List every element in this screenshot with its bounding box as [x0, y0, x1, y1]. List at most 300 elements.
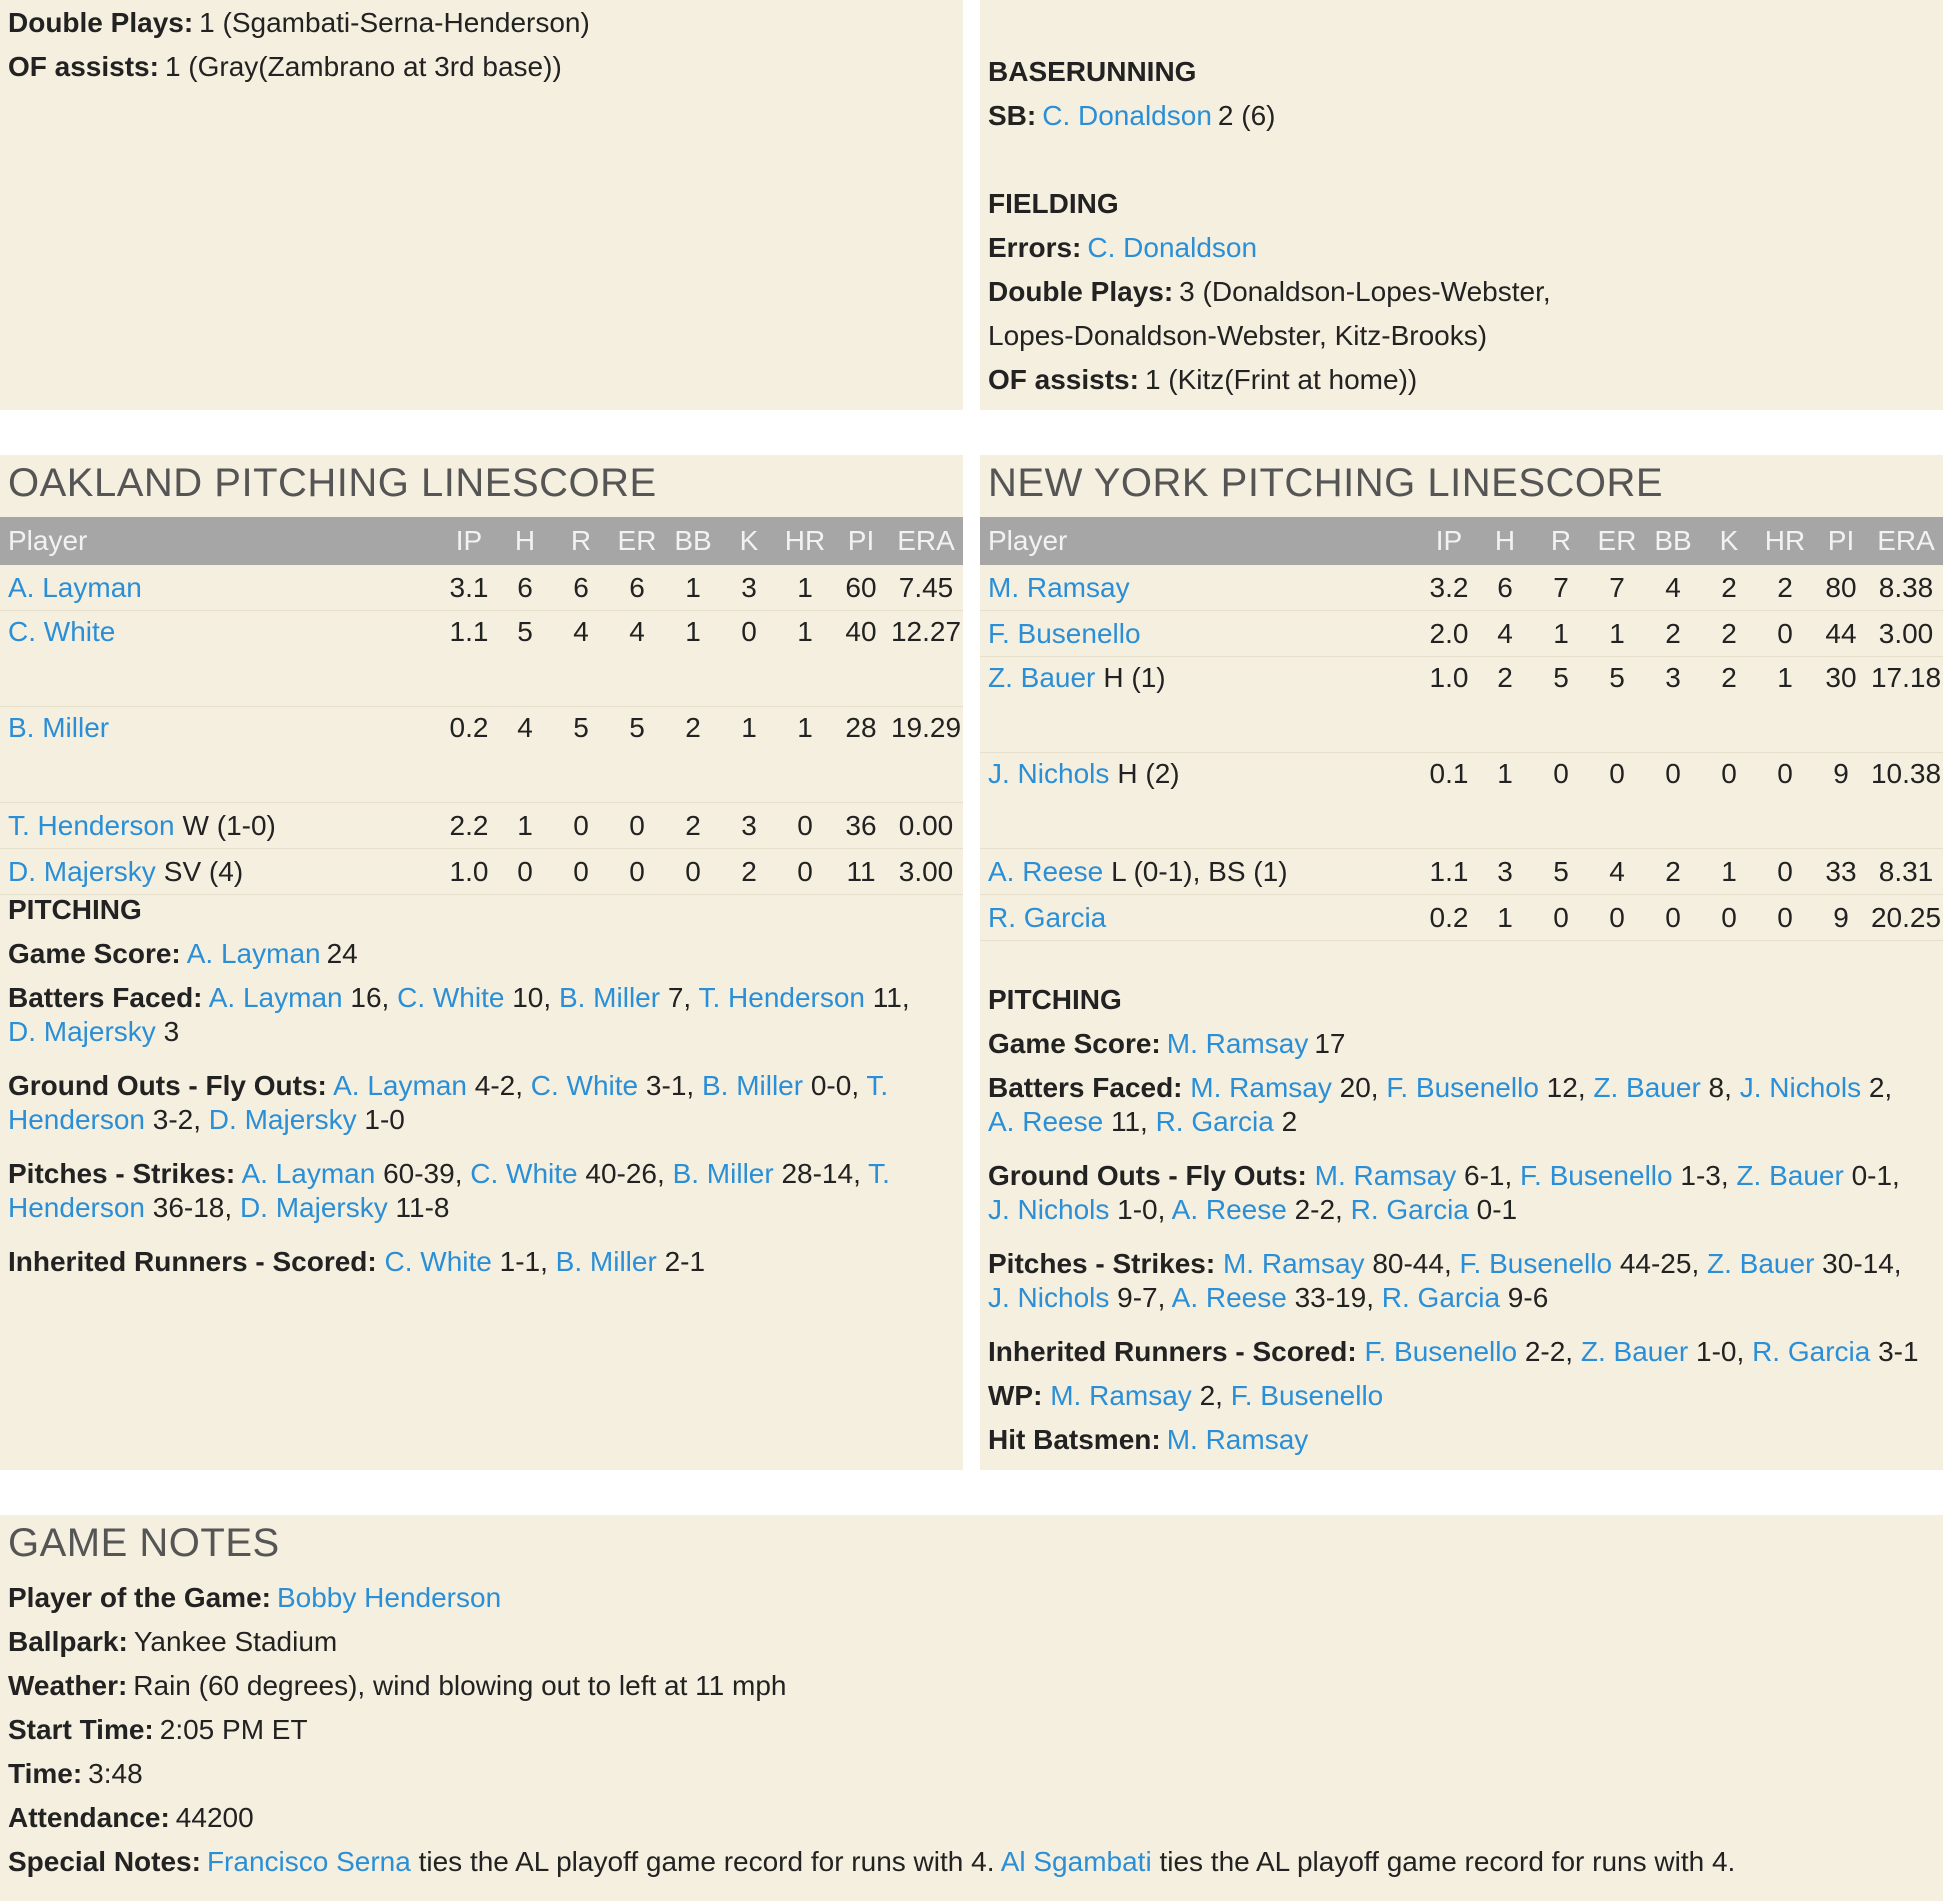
player-cell — [980, 657, 1421, 753]
player-link[interactable]: Z. Bauer — [1580, 1336, 1689, 1367]
baserunning-heading: BASERUNNING — [988, 56, 1197, 87]
stat-cell-h: 2 — [1477, 657, 1533, 753]
player-link[interactable]: J. Nichols — [1739, 1072, 1862, 1103]
player-link[interactable]: B. Miller — [672, 1158, 774, 1189]
stat-cell-h: 6 — [497, 565, 553, 611]
stat-cell-pi: 40 — [833, 611, 889, 707]
game-score-value: 24 — [326, 938, 358, 969]
game-notes-panel — [0, 1515, 1943, 1901]
game-time-value: 3:48 — [88, 1758, 143, 1789]
column-header-hr[interactable]: HR — [1757, 517, 1813, 565]
player-link[interactable]: Z. Bauer — [988, 662, 1096, 693]
wp-label: WP: — [988, 1380, 1043, 1411]
stat-text: 3-1 — [1870, 1336, 1919, 1367]
stat-cell-k: 2 — [721, 849, 777, 895]
stat-cell-era: 8.38 — [1869, 565, 1943, 611]
stat-cell-ip: 0.2 — [441, 707, 497, 803]
player-link[interactable]: A. Reese — [988, 1106, 1104, 1137]
player-link[interactable]: C. White — [384, 1246, 492, 1277]
sb-value: 2 (6) — [1217, 100, 1276, 131]
stat-text: 40-26, — [577, 1158, 673, 1189]
stat-cell-hr: 0 — [1757, 849, 1813, 895]
stat-cell-k: 2 — [1701, 565, 1757, 611]
stat-text: 20, — [1331, 1072, 1387, 1103]
player-link[interactable]: D. Majersky — [208, 1104, 357, 1135]
oakland-pitches-strikes — [8, 1157, 955, 1225]
player-link[interactable]: T. Henderson — [698, 982, 866, 1013]
stat-cell-er: 4 — [609, 611, 665, 707]
player-link[interactable]: B. Miller — [558, 982, 661, 1013]
stat-cell-r: 0 — [1533, 895, 1589, 941]
stat-cell-pi: 30 — [1813, 657, 1869, 753]
stat-text: 11, — [1103, 1106, 1156, 1137]
player-cell — [0, 707, 441, 803]
stat-cell-ip: 1.1 — [1421, 849, 1477, 895]
stat-text: 8, — [1700, 1072, 1740, 1103]
player-link[interactable]: F. Busenello — [1386, 1072, 1539, 1103]
player-link[interactable]: D. Majersky — [8, 855, 156, 887]
player-link[interactable]: M. Ramsay — [1190, 1072, 1332, 1103]
stat-cell-pi: 60 — [833, 565, 889, 611]
player-link[interactable]: M. Ramsay — [1314, 1160, 1457, 1191]
stat-cell-bb: 2 — [1645, 849, 1701, 895]
oakland-pitching-panel — [0, 455, 963, 1470]
stat-text: 1-1, — [491, 1246, 556, 1277]
column-header-pi[interactable]: PI — [833, 517, 889, 565]
player-cell — [0, 849, 441, 895]
stat-text: 44-25, — [1612, 1248, 1708, 1279]
sb-player-link[interactable]: C. Donaldson — [1042, 100, 1212, 131]
column-header-er[interactable]: ER — [609, 517, 665, 565]
table-row — [980, 565, 1943, 611]
stat-cell-era: 8.31 — [1869, 849, 1943, 895]
stat-cell-bb: 1 — [665, 565, 721, 611]
stat-cell-k: 0 — [721, 611, 777, 707]
stat-text: 1-3, — [1672, 1160, 1737, 1191]
stat-cell-k: 1 — [1701, 849, 1757, 895]
stat-cell-er: 0 — [609, 849, 665, 895]
stat-text: 0-0, — [803, 1070, 867, 1101]
of-assists-value-ny: 1 (Kitz(Frint at home)) — [1144, 364, 1418, 395]
attendance-value: 44200 — [175, 1802, 254, 1833]
column-header-ip[interactable]: IP — [1421, 517, 1477, 565]
game-score-player-link[interactable]: M. Ramsay — [1166, 1028, 1309, 1059]
stat-text: 11, — [865, 982, 910, 1013]
stat-cell-era: 10.38 — [1869, 753, 1943, 849]
stat-text: 1-0 — [356, 1104, 405, 1135]
stat-text: 2 — [1273, 1106, 1298, 1137]
player-link[interactable]: F. Busenello — [1230, 1380, 1384, 1411]
stat-cell-era: 7.45 — [889, 565, 963, 611]
ballpark-value: Yankee Stadium — [133, 1626, 338, 1657]
of-assists-label-ny: OF assists: — [988, 364, 1139, 395]
stat-cell-r: 0 — [553, 849, 609, 895]
player-link[interactable]: C. White — [530, 1070, 639, 1101]
game-time-label: Time: — [8, 1758, 83, 1789]
stat-cell-h: 0 — [497, 849, 553, 895]
stat-cell-era: 3.00 — [1869, 611, 1943, 657]
player-cell — [980, 849, 1421, 895]
hbp-label: Hit Batsmen: — [988, 1424, 1161, 1455]
stat-cell-er: 6 — [609, 565, 665, 611]
stat-cell-ip: 1.0 — [441, 849, 497, 895]
hbp-player-link[interactable]: M. Ramsay — [1166, 1424, 1309, 1455]
stat-cell-k: 0 — [1701, 895, 1757, 941]
column-header-era[interactable]: ERA — [889, 517, 963, 565]
stat-cell-hr: 1 — [1757, 657, 1813, 753]
stat-text: 12, — [1538, 1072, 1594, 1103]
player-link[interactable]: F. Busenello — [988, 617, 1141, 649]
stat-cell-h: 4 — [497, 707, 553, 803]
stat-cell-era: 19.29 — [889, 707, 963, 803]
stat-text: 2-1 — [656, 1246, 706, 1277]
player-link[interactable]: M. Ramsay — [988, 571, 1130, 603]
oakland-linescore-table — [0, 517, 963, 895]
stat-cell-pi: 80 — [1813, 565, 1869, 611]
column-header-h[interactable]: H — [1477, 517, 1533, 565]
stat-text: 10, — [504, 982, 559, 1013]
of-assists-line-ny — [988, 363, 1935, 397]
potg-player-link[interactable]: Bobby Henderson — [276, 1582, 502, 1613]
newyork-pitching-title: NEW YORK PITCHING LINESCORE — [988, 461, 1664, 505]
stat-cell-hr: 2 — [1757, 565, 1813, 611]
stat-cell-bb: 3 — [1645, 657, 1701, 753]
table-row — [0, 849, 963, 895]
newyork-hit-batsmen — [988, 1423, 1935, 1457]
top-right-panel — [980, 0, 1943, 410]
stat-cell-pi: 28 — [833, 707, 889, 803]
stat-cell-pi: 33 — [1813, 849, 1869, 895]
column-header-r[interactable]: R — [553, 517, 609, 565]
newyork-wp — [988, 1379, 1935, 1413]
special-notes-label: Special Notes: — [8, 1846, 201, 1877]
player-link[interactable]: C. White — [8, 616, 116, 647]
player-link[interactable]: A. Reese — [988, 855, 1104, 887]
stat-cell-hr: 0 — [1757, 611, 1813, 657]
stat-cell-bb: 2 — [665, 707, 721, 803]
player-link[interactable]: F. Busenello — [1459, 1248, 1613, 1279]
newyork-go-fo — [988, 1159, 1935, 1227]
stat-cell-pi: 44 — [1813, 611, 1869, 657]
special-player-link-2[interactable]: Al Sgambati — [1000, 1846, 1152, 1877]
player-link[interactable]: M. Ramsay — [1222, 1248, 1365, 1279]
stat-cell-h: 1 — [1477, 753, 1533, 849]
double-plays-line — [8, 6, 955, 40]
column-header-bb[interactable]: BB — [665, 517, 721, 565]
stat-text: 2-2, — [1517, 1336, 1581, 1367]
game-score-player-link[interactable]: A. Layman — [186, 938, 321, 969]
player-link[interactable]: T. — [866, 1070, 889, 1101]
game-score-value: 17 — [1314, 1028, 1346, 1059]
stat-cell-er: 0 — [1589, 753, 1645, 849]
stat-cell-k: 0 — [1701, 753, 1757, 849]
player-link[interactable]: B. Miller — [8, 712, 110, 743]
pitches-label: Pitches - Strikes: — [8, 1158, 236, 1189]
player-cell — [980, 753, 1421, 849]
player-link[interactable]: A. Layman — [333, 1070, 467, 1101]
stat-cell-hr: 1 — [777, 565, 833, 611]
stat-cell-pi: 11 — [833, 849, 889, 895]
player-link[interactable]: A. Layman — [8, 571, 142, 603]
stat-text: 28-14, — [773, 1158, 869, 1189]
double-plays-label: Double Plays: — [8, 7, 194, 38]
ballpark-label: Ballpark: — [8, 1626, 128, 1657]
stat-cell-k: 3 — [721, 565, 777, 611]
attendance-line — [8, 1801, 1935, 1835]
stat-text: 16, — [342, 982, 398, 1013]
fielding-heading: FIELDING — [988, 188, 1119, 219]
player-link[interactable]: A. Reese — [1171, 1194, 1287, 1225]
table-row — [0, 565, 963, 611]
oakland-go-fo — [8, 1069, 955, 1137]
go-fo-label: Ground Outs - Fly Outs: — [988, 1160, 1307, 1191]
player-link[interactable]: Z. Bauer — [1736, 1160, 1844, 1191]
stat-text: 0-1 — [1468, 1194, 1518, 1225]
of-assists-label: OF assists: — [8, 51, 159, 82]
player-link[interactable]: R. Garcia — [1350, 1194, 1469, 1225]
double-plays-value: 1 (Sgambati-Serna-Henderson) — [199, 7, 590, 38]
stat-cell-bb: 0 — [1645, 753, 1701, 849]
stat-text: 30-14, — [1814, 1248, 1902, 1279]
stat-cell-er: 1 — [1589, 611, 1645, 657]
stat-cell-hr: 1 — [777, 707, 833, 803]
stat-text: 3 — [155, 1016, 180, 1047]
batters-faced-label: Batters Faced: — [988, 1072, 1183, 1103]
stat-cell-ip: 1.1 — [441, 611, 497, 707]
stat-cell-bb: 2 — [1645, 611, 1701, 657]
player-link[interactable]: D. Majersky — [8, 1016, 156, 1047]
stat-text: 60-39, — [375, 1158, 471, 1189]
player-link[interactable]: A. Layman — [208, 982, 343, 1013]
column-header-k[interactable]: K — [1701, 517, 1757, 565]
player-link[interactable]: J. Nichols — [988, 758, 1110, 789]
player-link[interactable]: Henderson — [8, 1104, 145, 1135]
batters-faced-label: Batters Faced: — [8, 982, 203, 1013]
stat-text: 1-0, — [1688, 1336, 1753, 1367]
stat-text: 4-2, — [466, 1070, 531, 1101]
stat-cell-h: 4 — [1477, 611, 1533, 657]
pitches-label: Pitches - Strikes: — [988, 1248, 1216, 1279]
errors-line — [988, 231, 1935, 265]
player-link[interactable]: M. Ramsay — [1050, 1380, 1192, 1411]
errors-player-link[interactable]: C. Donaldson — [1087, 232, 1258, 263]
stat-cell-bb: 2 — [665, 803, 721, 849]
weather-value: Rain (60 degrees), wind blowing out to left at 11 mph — [133, 1670, 787, 1701]
player-of-game-line — [8, 1581, 1935, 1615]
stat-cell-hr: 0 — [777, 849, 833, 895]
stat-text: 6-1, — [1456, 1160, 1521, 1191]
stat-cell-r: 0 — [1533, 753, 1589, 849]
player-link[interactable]: T. Henderson — [8, 809, 175, 841]
decision-note: W (1-0) — [182, 809, 276, 841]
oakland-pitching-heading: PITCHING — [8, 894, 142, 925]
start-time-line — [8, 1713, 1935, 1747]
oakland-pitching-title: OAKLAND PITCHING LINESCORE — [8, 461, 657, 505]
stat-text: 9-7, — [1109, 1282, 1172, 1313]
stat-text: 33-19, — [1286, 1282, 1382, 1313]
stat-cell-hr: 0 — [1757, 753, 1813, 849]
top-left-panel — [0, 0, 963, 410]
stat-cell-ip: 2.0 — [1421, 611, 1477, 657]
stat-text: 80-44, — [1364, 1248, 1460, 1279]
stat-cell-k: 3 — [721, 803, 777, 849]
column-header-k[interactable]: K — [721, 517, 777, 565]
player-link[interactable]: A. Reese — [1171, 1282, 1287, 1313]
stat-cell-pi: 9 — [1813, 753, 1869, 849]
player-link[interactable]: R. Garcia — [1155, 1106, 1274, 1137]
stat-cell-r: 6 — [553, 565, 609, 611]
column-header-era[interactable]: ERA — [1869, 517, 1943, 565]
start-time-value: 2:05 PM ET — [159, 1714, 308, 1745]
newyork-linescore-table — [980, 517, 1943, 941]
player-link[interactable]: D. Majersky — [239, 1192, 388, 1223]
player-cell — [980, 565, 1421, 611]
table-row — [980, 753, 1943, 849]
special-notes-line — [8, 1845, 1935, 1879]
player-link[interactable]: R. Garcia — [1381, 1282, 1501, 1313]
player-link[interactable]: C. White — [470, 1158, 578, 1189]
stat-cell-hr: 0 — [777, 803, 833, 849]
table-row — [980, 895, 1943, 941]
player-link[interactable]: R. Garcia — [1752, 1336, 1871, 1367]
decision-note: H (2) — [1117, 758, 1180, 789]
stat-cell-era: 20.25 — [1869, 895, 1943, 941]
stat-cell-er: 4 — [1589, 849, 1645, 895]
stat-cell-era: 17.18 — [1869, 657, 1943, 753]
table-header-row — [980, 517, 1943, 565]
column-header-pi[interactable]: PI — [1813, 517, 1869, 565]
player-link[interactable]: T. — [868, 1158, 890, 1189]
newyork-pitching-heading: PITCHING — [988, 984, 1122, 1015]
stat-cell-er: 5 — [1589, 657, 1645, 753]
stat-cell-bb: 0 — [1645, 895, 1701, 941]
column-header-bb[interactable]: BB — [1645, 517, 1701, 565]
player-cell — [0, 611, 441, 707]
player-link[interactable]: J. Nichols — [988, 1194, 1110, 1225]
stat-cell-ip: 0.2 — [1421, 895, 1477, 941]
stat-cell-pi: 36 — [833, 803, 889, 849]
column-header-hr[interactable]: HR — [777, 517, 833, 565]
stat-cell-r: 7 — [1533, 565, 1589, 611]
double-plays-label-ny: Double Plays: — [988, 276, 1174, 307]
player-link[interactable]: J. Nichols — [988, 1282, 1110, 1313]
weather-label: Weather: — [8, 1670, 128, 1701]
stat-cell-er: 7 — [1589, 565, 1645, 611]
table-row — [0, 803, 963, 849]
table-header-row — [0, 517, 963, 565]
attendance-label: Attendance: — [8, 1802, 170, 1833]
column-header-ip[interactable]: IP — [441, 517, 497, 565]
stat-cell-era: 0.00 — [889, 803, 963, 849]
stat-cell-er: 0 — [1589, 895, 1645, 941]
newyork-game-score — [988, 1027, 1935, 1061]
stat-text: 1-0, — [1109, 1194, 1172, 1225]
player-link[interactable]: F. Busenello — [1364, 1336, 1518, 1367]
oakland-inherited-runners — [8, 1245, 955, 1279]
stat-cell-era: 12.27 — [889, 611, 963, 707]
stat-cell-era: 3.00 — [889, 849, 963, 895]
errors-label: Errors: — [988, 232, 1082, 263]
double-plays-value-ny-1: 3 (Donaldson-Lopes-Webster, — [1179, 276, 1551, 307]
stat-text: 2-2, — [1286, 1194, 1351, 1225]
player-link[interactable]: Z. Bauer — [1707, 1248, 1815, 1279]
player-cell — [0, 565, 441, 611]
stat-cell-k: 1 — [721, 707, 777, 803]
stat-cell-bb: 1 — [665, 611, 721, 707]
stat-text: 3-1, — [638, 1070, 702, 1101]
start-time-label: Start Time: — [8, 1714, 154, 1745]
sb-line — [988, 99, 1935, 133]
stat-cell-ip: 0.1 — [1421, 753, 1477, 849]
decision-note: SV (4) — [163, 855, 244, 887]
weather-line — [8, 1669, 1935, 1703]
decision-note: L (0-1), BS (1) — [1111, 855, 1288, 887]
player-link[interactable]: C. White — [397, 982, 505, 1013]
stat-cell-r: 4 — [553, 611, 609, 707]
stat-cell-h: 1 — [497, 803, 553, 849]
table-row — [980, 657, 1943, 753]
stat-text: 2, — [1191, 1380, 1231, 1411]
player-cell — [0, 803, 441, 849]
stat-text: 7, — [660, 982, 699, 1013]
stat-cell-er: 5 — [609, 707, 665, 803]
stat-text: 2, — [1861, 1072, 1893, 1103]
player-link[interactable]: A. Layman — [241, 1158, 376, 1189]
stat-cell-bb: 4 — [1645, 565, 1701, 611]
player-cell — [980, 895, 1421, 941]
column-header-r[interactable]: R — [1533, 517, 1589, 565]
newyork-pitches-strikes — [988, 1247, 1935, 1315]
stat-cell-er: 0 — [609, 803, 665, 849]
player-link[interactable]: Henderson — [8, 1192, 145, 1223]
column-header-h[interactable]: H — [497, 517, 553, 565]
table-row — [980, 849, 1943, 895]
player-link[interactable]: R. Garcia — [988, 901, 1107, 933]
special-text-2: ties the AL playoff game record for runs with 4. — [1151, 1846, 1736, 1877]
stat-cell-r: 5 — [1533, 657, 1589, 753]
player-link[interactable]: F. Busenello — [1520, 1160, 1673, 1191]
oakland-batters-faced — [8, 981, 955, 1049]
player-link[interactable]: Z. Bauer — [1593, 1072, 1701, 1103]
stat-cell-r: 5 — [553, 707, 609, 803]
oakland-game-score — [8, 937, 955, 971]
table-row — [0, 707, 963, 803]
special-player-link-1[interactable]: Francisco Serna — [206, 1846, 411, 1877]
stat-cell-h: 3 — [1477, 849, 1533, 895]
stat-cell-r: 1 — [1533, 611, 1589, 657]
of-assists-value: 1 (Gray(Zambrano at 3rd base)) — [164, 51, 562, 82]
stat-cell-ip: 1.0 — [1421, 657, 1477, 753]
player-link[interactable]: B. Miller — [555, 1246, 657, 1277]
stat-text: 9-6 — [1500, 1282, 1549, 1313]
player-link[interactable]: B. Miller — [701, 1070, 804, 1101]
stat-cell-hr: 0 — [1757, 895, 1813, 941]
column-header-player[interactable]: Player — [0, 517, 441, 565]
stat-cell-pi: 9 — [1813, 895, 1869, 941]
stat-text: 11-8 — [387, 1192, 450, 1223]
stat-cell-ip: 3.2 — [1421, 565, 1477, 611]
stat-cell-ip: 2.2 — [441, 803, 497, 849]
stat-cell-k: 2 — [1701, 611, 1757, 657]
stat-cell-h: 6 — [1477, 565, 1533, 611]
of-assists-line — [8, 50, 955, 84]
stat-text: 36-18, — [144, 1192, 240, 1223]
column-header-player[interactable]: Player — [980, 517, 1421, 565]
stat-cell-bb: 0 — [665, 849, 721, 895]
game-time-line — [8, 1757, 1935, 1791]
table-row — [980, 611, 1943, 657]
column-header-er[interactable]: ER — [1589, 517, 1645, 565]
